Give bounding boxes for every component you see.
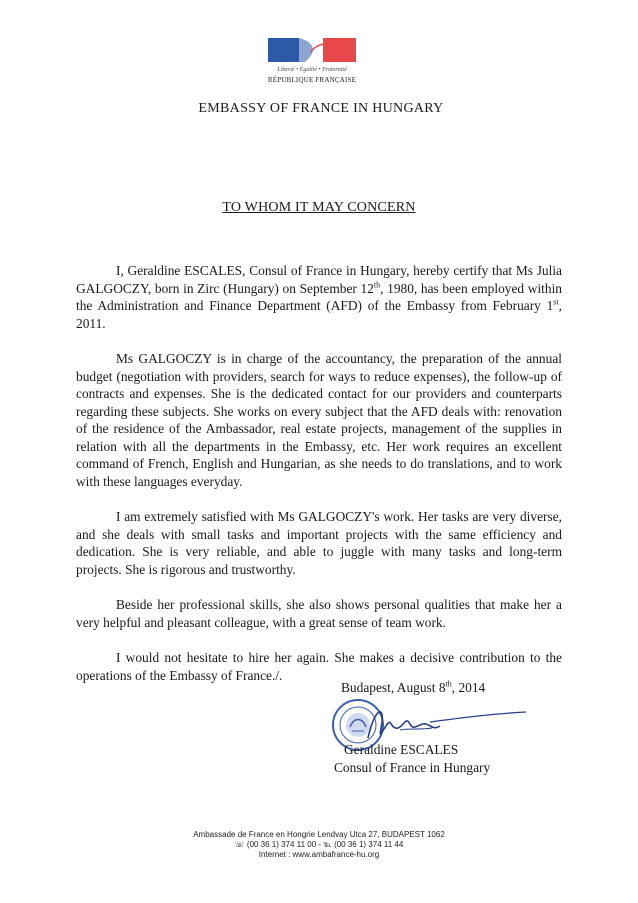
p1-text-b: , 1980, has been employed within the Administration and Finance Department (AFD) of the Embassy from February 1: [76, 280, 562, 313]
paragraph-evaluation: I am extremely satisfied with Ms GALGOCZY's work. Her tasks are very diverse, and she deals with small tasks and important projects with the same efficiency and dedication. She is very reliable, and able to juggle with many tasks and long-term projects. She is rigorous and trustworthy.: [76, 509, 562, 577]
p1-text-a: I, Geraldine ESCALES, Consul of France in Hungary, hereby certify that Ms Julia GALGOCZY, born in Zirc (Hungary) on September 12: [76, 263, 562, 296]
p1-superscript-2: st: [553, 297, 559, 307]
footer-address: Ambassade de France en Hongrie Lendvay Utca 27, BUDAPEST 1062: [193, 830, 445, 839]
republic-name: RÉPUBLIQUE FRANÇAISE: [267, 76, 357, 84]
flag-white-band: [299, 38, 323, 62]
signer-name: Geraldine ESCALES: [344, 742, 459, 757]
marianne-profile-icon: [299, 38, 323, 62]
letter-footer: [0, 830, 638, 860]
p1-text-c: , 2011.: [76, 298, 562, 331]
footer-website: Internet : www.ambafrance-hu.org: [258, 850, 380, 859]
letter-subject: TO WHOM IT MAY CONCERN: [222, 200, 416, 215]
paragraph-responsibilities: Ms GALGOCZY is in charge of the accountancy, the preparation of the annual budget (negotiation with providers, search for ways to reduce expenses), the follow-up of contracts and expenses. She is the dedicated contact for our providers and counterparts regarding these subjects. She works on every subject that the AFD deals with: renovation of the residence of the Ambassador, real estate projects, management of the supplies in relation with all the departments in the Embassy, etc. Her work requires an excellent command of French, English and Hungarian, as she needs to do translations, and to work with these languages everyday.: [76, 351, 562, 489]
footer-phone-fax: ☏ (00 36 1) 374 11 00 - ℡ (00 36 1) 374 11 44: [234, 840, 404, 849]
republic-motto: Liberté • Égalité • Fraternité: [277, 67, 347, 73]
paragraph-certification: [76, 262, 562, 332]
signer-title: Consul of France in Hungary: [334, 760, 491, 775]
flag-blue-band: [268, 38, 299, 62]
place-date-text: Budapest, August 8: [341, 680, 446, 695]
place-date-superscript: th: [445, 679, 452, 689]
letter-body: [76, 262, 562, 702]
marianne-logo: [266, 38, 358, 96]
embassy-heading: EMBASSY OF FRANCE IN HUNGARY: [198, 101, 444, 116]
flag-red-band: [323, 38, 356, 62]
place-date-year: , 2014: [451, 680, 486, 695]
paragraph-personal-qualities: Beside her professional skills, she also shows personal qualities that make her a very helpful and pleasant colleague, with a great sense of team work.: [76, 597, 562, 630]
place-and-date: [341, 679, 485, 697]
paragraph-recommendation: I would not hesitate to hire her again. She makes a decisive contribution to the operations of the Embassy of France./.: [76, 650, 562, 683]
p1-superscript-1: th: [373, 280, 381, 290]
tricolor-flag: [268, 38, 356, 62]
